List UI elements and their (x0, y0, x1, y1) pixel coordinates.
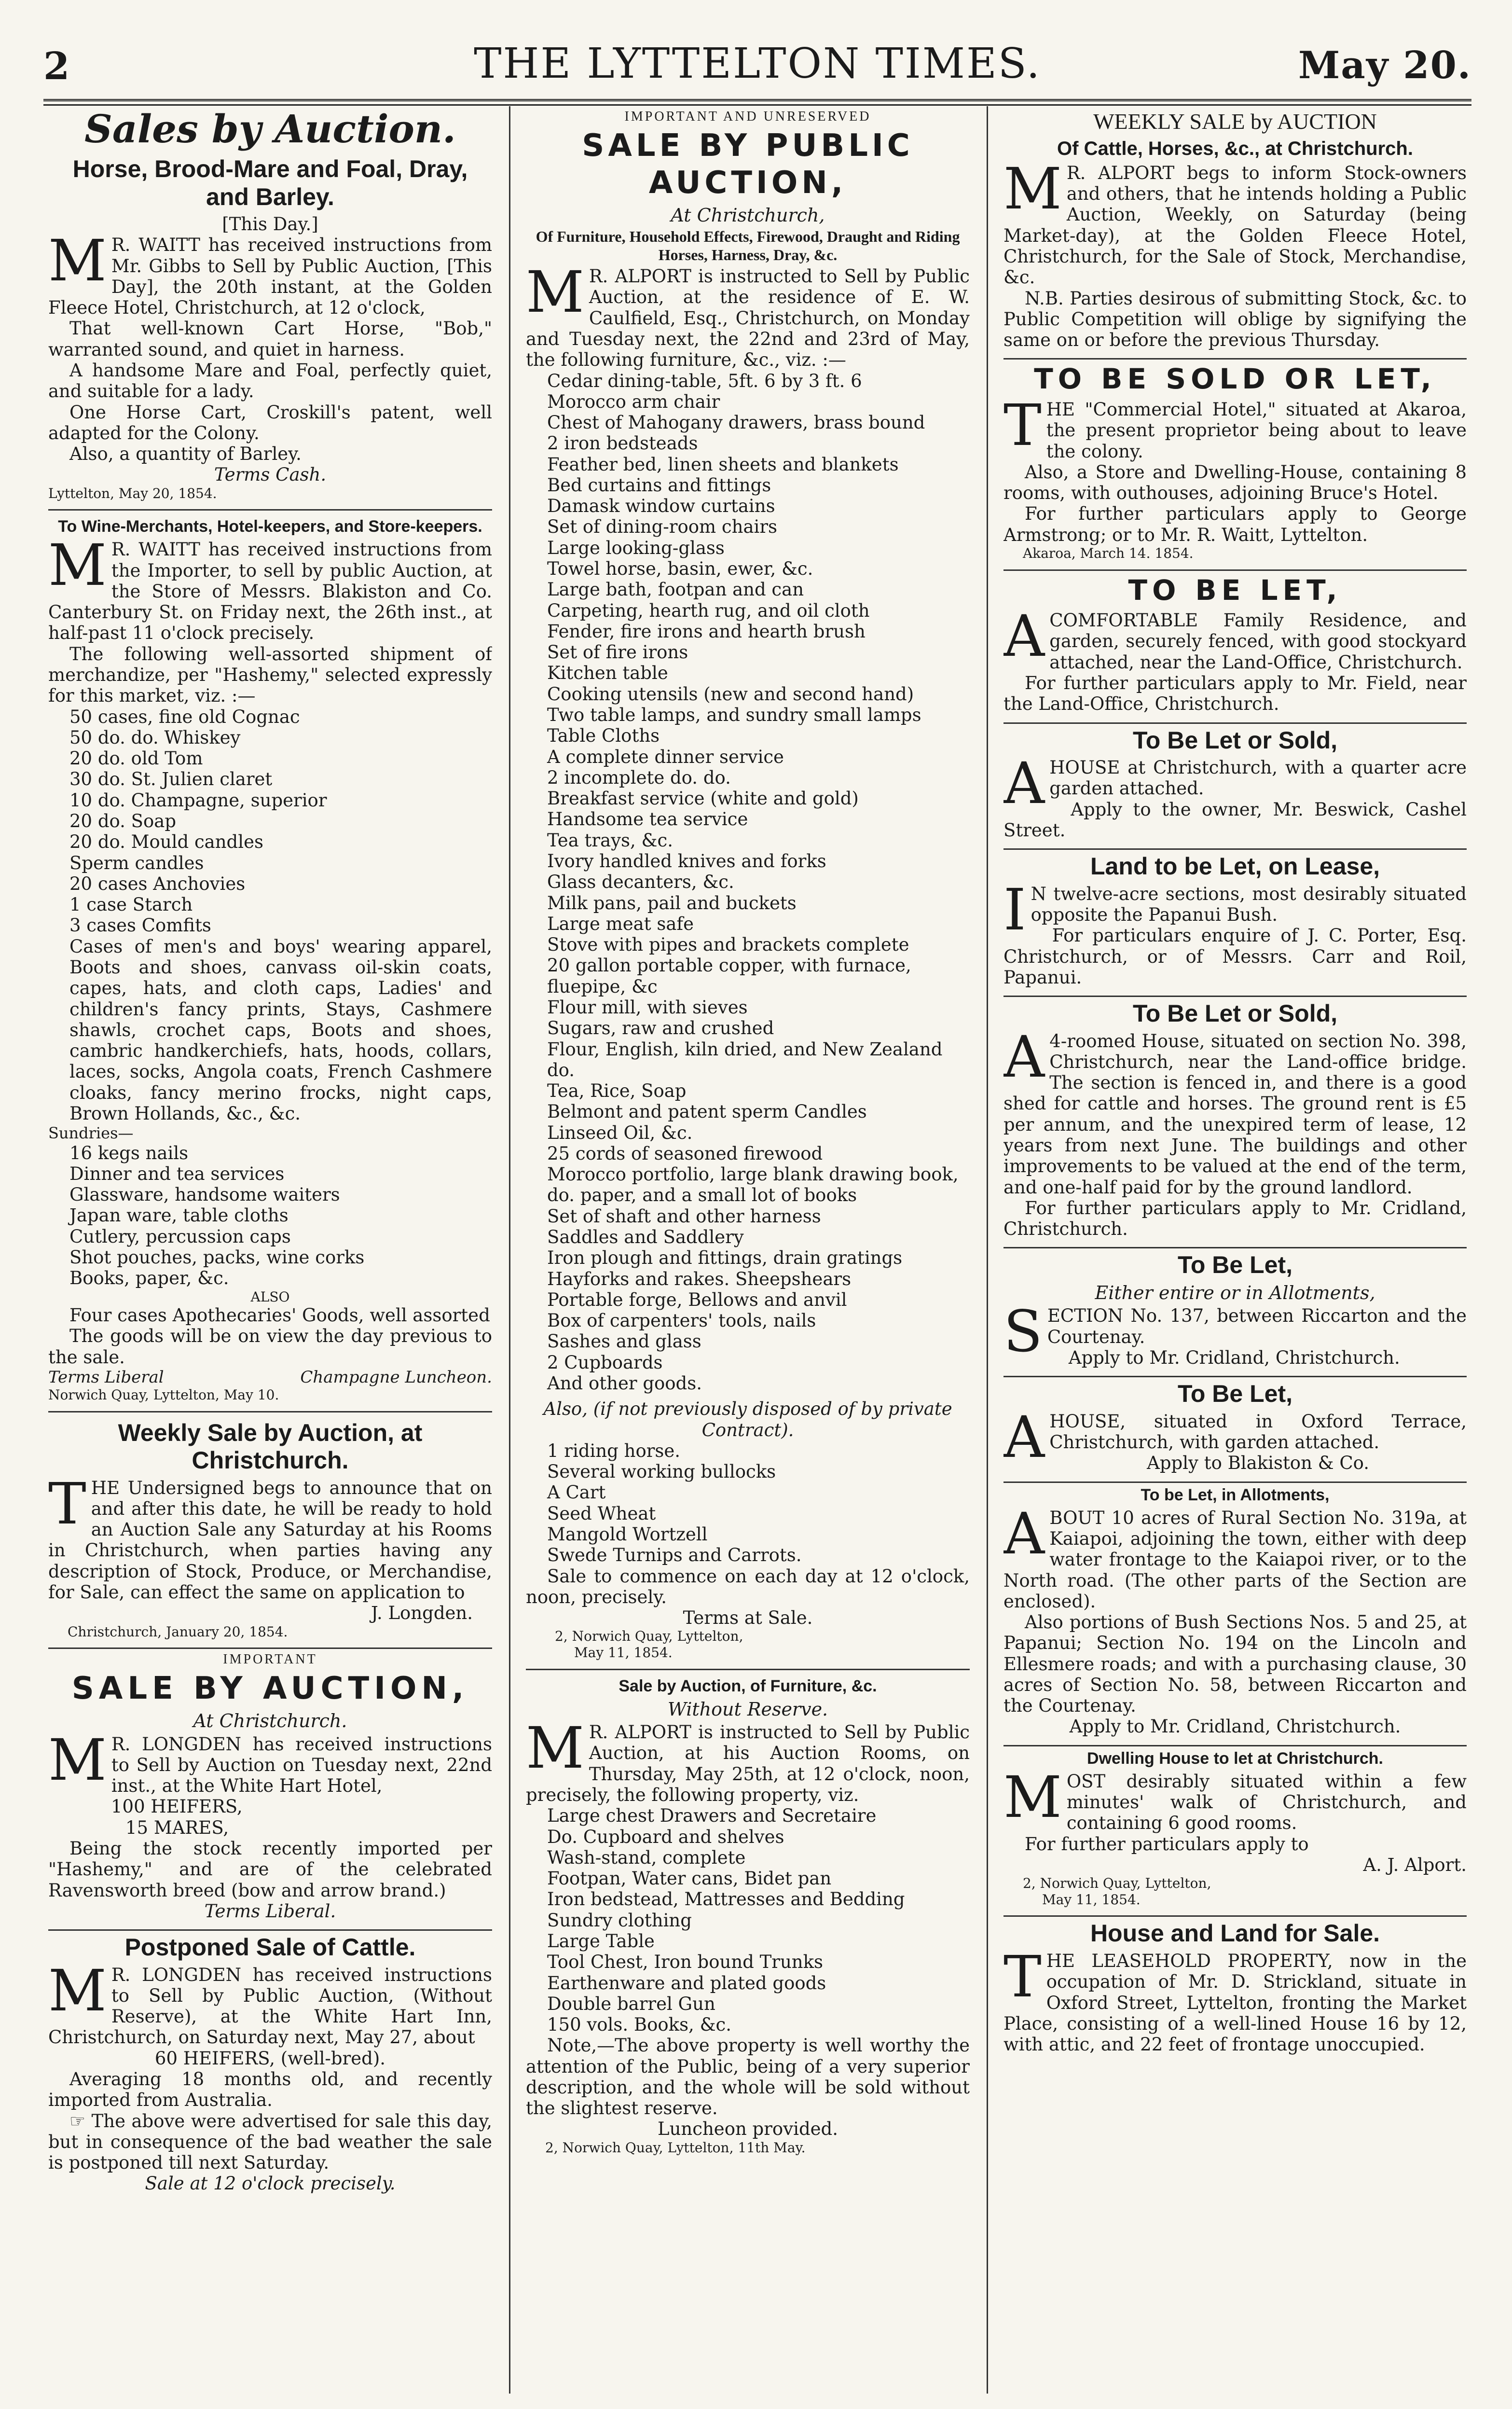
list-item: 25 cords of seasoned firewood (547, 1143, 823, 1164)
sundries-label: Sundries— (48, 1124, 134, 1143)
list-item: Bed curtains and fittings (547, 474, 771, 496)
advert-wine-merchants (48, 517, 492, 1403)
advert-heading: Horse, Brood-Mare and Foal, Dray, and Barley. (72, 155, 468, 210)
advert-body: AHOUSE at Christchurch, with a quarter acre garden attached. (1003, 750, 1467, 817)
advert-signature: A. J. Alport. (1363, 1854, 1467, 1875)
list-item: Cedar dining-table, 5ft. 6 by 3 ft. 6 (547, 370, 862, 391)
list-item: Morocco portfolio, large blank drawing book, do. paper, and a small lot of books (547, 1164, 959, 1206)
list-item: 20 gallon portable copper, with furnace, fluepipe, &c (547, 955, 911, 997)
advert-heading: To Be Let, (1178, 1380, 1292, 1408)
advert-signature: J. Longden. (371, 1603, 473, 1624)
advert-house-beswick (1003, 727, 1467, 841)
list-item: 20 do. old Tom (69, 748, 203, 769)
list-item: Tea, Rice, Soap (547, 1080, 687, 1102)
advert-subheading: Of Furniture, Household Effects, Firewood, Draught and Riding Horses, Harness, Dray, &c. (536, 228, 960, 263)
advert-body: SECTION No. 137, between Riccarton and the Courtenay. (1003, 1298, 1467, 1365)
list-item: 20 do. Soap (69, 811, 177, 831)
advert-heading: SALE BY PUBLIC AUCTION, (582, 128, 914, 201)
furniture-list (526, 1805, 970, 2035)
advert-body: For further particulars apply to Mr. Cridland, Christchurch. (1003, 1197, 1467, 1240)
advert-footer: May 11, 1854. (1042, 1891, 1141, 1908)
pointing-hand-icon: ☞ (69, 2110, 92, 2132)
list-item: Damask window curtains (547, 496, 775, 517)
advert-terms: Sale at 12 o'clock precisely. (145, 2173, 396, 2194)
advert-body: AHOUSE, situated in Oxford Terrace, Christchurch, with garden attached. (1003, 1403, 1467, 1470)
list-item: Swede Turnips and Carrots. (547, 1545, 802, 1566)
list-item: Double barrel Gun (547, 1993, 715, 2014)
list-item: Mangold Wortzell (547, 1523, 708, 1545)
advert-heading: House and Land for Sale. (1090, 1920, 1380, 1947)
list-item: A Cart (547, 1482, 606, 1503)
advert-subheading: Either entire or in Allotments, (1095, 1282, 1375, 1303)
list-item: Breakfast service (white and gold) (547, 788, 859, 809)
advert-section-137 (1003, 1251, 1467, 1368)
advert-footer: Lyttelton, May 20, 1854. (48, 485, 217, 501)
list-item: A complete dinner service (547, 746, 784, 767)
list-item: 16 kegs nails (69, 1142, 189, 1163)
list-item: 50 cases, fine old Cognac (69, 706, 300, 727)
column-3 (1003, 106, 1467, 2394)
advert-divider (1003, 1247, 1467, 1248)
advert-item: 15 MARES, (125, 1817, 229, 1838)
list-item: Large bath, footpan and can (547, 579, 804, 600)
advert-body: For further particulars apply to Mr. Field, near the Land-Office, Christchurch. (1003, 673, 1467, 715)
list-item: Chest of Mahogany drawers, brass bound (547, 412, 925, 433)
advert-dwelling-house (1003, 1749, 1467, 1908)
list-item: Stove with pipes and brackets complete (547, 934, 909, 955)
advert-body: MR. ALPORT begs to inform Stock-owners and others, that he intends holding a Public Auction, Weekly, on Saturday (being Market-day), at the Golden Fleece Hotel, Christchurch, for the Sale of Stock, Merchandise, &c. (1003, 155, 1467, 288)
list-item: 2 Cupboards (547, 1352, 663, 1373)
advert-also: ALSO (250, 1288, 290, 1305)
advert-body: ACOMFORTABLE Family Residence, and garden, securely fenced, with good stockyard attached, near the Land-Office, Christchurch. (1003, 603, 1467, 673)
advert-heading: To Be Let or Sold, (1132, 1000, 1338, 1027)
advert-heading: TO BE SOLD OR LET, (1034, 362, 1436, 396)
newspaper-title: THE LYTTELTON TIMES. (474, 40, 1041, 88)
advert-body: MOST desirably situated within a few minutes' walk of Christchurch, and containing 6 good rooms. (1003, 1763, 1467, 1834)
list-item: 1 case Starch (69, 894, 193, 915)
list-item: Belmont and patent sperm Candles (547, 1101, 867, 1122)
list-item: Books, paper, &c. (69, 1268, 229, 1289)
advert-heading: Sale by Auction, of Furniture, &c. (619, 1676, 877, 1695)
advert-body: Apply to the owner, Mr. Beswick, Cashel Street. (1003, 799, 1467, 841)
list-item: Fender, fire irons and hearth brush (547, 621, 866, 642)
advert-body: Sale to commence on each day at 12 o'clock, noon, precisely. (526, 1565, 970, 1607)
advert-heading: To Be Let, (1178, 1251, 1292, 1279)
advert-footer: 2, Norwich Quay, Lyttelton, (1023, 1875, 1211, 1892)
advert-heading: To be Let, in Allotments, (1141, 1485, 1330, 1504)
advert-body: Also, a Store and Dwelling-House, containing 8 rooms, with outhouses, adjoining Bruce's Hotel. (1003, 461, 1467, 504)
advert-heading: Of Cattle, Horses, &c., at Christchurch. (1057, 138, 1413, 159)
list-item: Sashes and glass (547, 1331, 701, 1352)
advert-family-residence (1003, 574, 1467, 715)
issue-date: May 20. (1298, 43, 1471, 87)
advert-kicker: IMPORTANT (223, 1652, 317, 1667)
advert-heading: TO BE LET, (1128, 573, 1342, 607)
column-divider (987, 106, 988, 2394)
advert-heading: Weekly Sale by Auction, at Christchurch. (118, 1419, 423, 1474)
list-item: Sperm candles (69, 852, 204, 873)
advert-subheading: At Christchurch. (193, 1710, 347, 1732)
list-item: Iron bedstead, Mattresses and Bedding (547, 1889, 905, 1910)
advert-heading: Land to be Let, on Lease, (1090, 853, 1380, 880)
list-item: Cutlery, percussion caps (69, 1226, 291, 1247)
list-item: And other goods. (547, 1373, 702, 1394)
advert-terms: Terms Liberal. (204, 1900, 336, 1922)
advert-divider (1003, 722, 1467, 724)
advert-body: Averaging 18 months old, and recently imported from Australia. (48, 2069, 492, 2111)
list-item: Carpeting, hearth rug, and oil cloth (547, 600, 870, 621)
advert-oxford-terrace-house (1003, 1380, 1467, 1473)
list-item: Cooking utensils (new and second hand) (547, 683, 914, 705)
list-item: Table Cloths (547, 725, 660, 747)
list-item: Portable forge, Bellows and anvil (547, 1289, 847, 1310)
advert-body: MR. ALPORT is instructed to Sell by Public Auction, at the residence of E. W. Caulfield, Esq., Christchurch, on Monday and Tuesday next, the 22nd and 23rd of May, the following furniture, &c., viz. :— (526, 259, 970, 371)
advert-terms: Terms Cash. (214, 464, 327, 485)
advert-divider (1003, 1915, 1467, 1917)
list-item: Tea trays, &c. (547, 830, 673, 851)
advert-body: MR. ALPORT is instructed to Sell by Public Auction, at his Auction Rooms, on Thursday, May 25th, at 12 o'clock, noon, precisely, the following property, viz. (526, 1715, 970, 1805)
advert-land-lease (1003, 853, 1467, 988)
advert-item: 60 HEIFERS, (well-bred). (154, 2048, 386, 2069)
advert-note: N.B. Parties desirous of submitting Stock, &c. to Public Competition will oblige by signifying the same on or before the previous Thursday. (1003, 288, 1467, 351)
advert-heading: WEEKLY SALE by AUCTION (1093, 109, 1377, 134)
advert-divider (48, 1929, 492, 1931)
list-item: 3 cases Comfits (69, 915, 211, 936)
advert-body: A4-roomed House, situated on section No. 398, Christchurch, near the Land-office bridge. The section is fenced in, and there is a good shed for cattle and horses. The ground rent is £5 per annum, and the unexpired term of lease, 12 years from next June. The buildings and other improvements to be valued at the end of the term, and one-half paid for by the ground landlord. (1003, 1023, 1467, 1198)
advert-body: Also portions of Bush Sections Nos. 5 and 25, at Papanui; Section No. 194 on the Lincoln and Ellesmere roads; and with a purchasing clause, 30 acres of Section No. 58, between Riccarton and the Courtenay. (1003, 1612, 1467, 1717)
list-item: Handsome tea service (547, 809, 748, 830)
list-item: Do. Cupboard and shelves (547, 1826, 784, 1847)
list-item: Sundry clothing (547, 1910, 692, 1931)
list-item: Morocco arm chair (547, 391, 720, 412)
advert-heading: To Be Let or Sold, (1132, 726, 1338, 754)
list-item: 1 riding horse. (547, 1440, 681, 1461)
advert-body: MR. LONGDEN has received instructions to Sell by Auction on Tuesday next, 22nd inst., at the White Hart Hotel, (48, 1726, 492, 1797)
list-item: Glass decanters, &c. (547, 872, 734, 893)
column-2 (526, 106, 970, 2394)
advert-body: Being the stock recently imported per "Hashemy," and are of the celebrated Ravensworth breed (bow and arrow brand.) (48, 1838, 492, 1901)
sundries-list (48, 1143, 492, 1289)
advert-caulfield-sale (526, 109, 970, 1661)
list-item: Large Table (547, 1930, 655, 1952)
advert-body: THE "Commercial Hotel," situated at Akaroa, the present proprietor being about to leave the colony. (1003, 392, 1467, 462)
advert-four-roomed-house (1003, 1000, 1467, 1239)
advert-divider (1003, 1481, 1467, 1483)
list-item: Seed Wheat (547, 1503, 656, 1524)
advert-divider (48, 1411, 492, 1412)
advert-footer: 2, Norwich Quay, Lyttelton, 11th May. (545, 2139, 806, 2156)
advert-divider (1003, 996, 1467, 997)
column-divider (509, 106, 510, 2394)
advert-body: THE Undersigned begs to announce that on and after this date, he will be ready to hold an Auction Sale any Saturday at his Rooms in Christchurch, when parties having any description of Stock, Produce, or Merchandise, for Sale, can effect the same on application to (48, 1470, 492, 1603)
advert-footer: May 11, 1854. (574, 1644, 673, 1661)
masthead (43, 40, 1471, 97)
advert-commercial-hotel (1003, 362, 1467, 561)
list-item: Flour mill, with sieves (547, 997, 748, 1018)
list-item: Milk pans, pail and buckets (547, 892, 797, 914)
advert-body: ABOUT 10 acres of Rural Section No. 319a, at Kaiapoi, adjoining the town, either with deep water frontage to the Kaiapoi river, or to the North road. (The other parts of the Section are enclosed). (1003, 1500, 1467, 1612)
advert-body: The following well-assorted shipment of merchandize, per "Hashemy," selected expressly for this market, viz. :— (48, 643, 492, 706)
list-item: Japan ware, table cloths (69, 1205, 289, 1226)
list-item: 2 iron bedsteads (547, 433, 698, 454)
list-item: Kitchen table (547, 663, 668, 684)
list-item: 30 do. St. Julien claret (69, 769, 273, 790)
advert-body: Four cases Apothecaries' Goods, well assorted (69, 1305, 490, 1326)
advert-weekly-sale-christchurch (48, 1419, 492, 1640)
advert-body: Apply to Blakiston & Co. (1147, 1453, 1370, 1474)
advert-heading: Postponed Sale of Cattle. (124, 1934, 416, 1961)
advert-body: MR. WAITT has received instructions from the Importer, to sell by public Auction, at the Store of Messrs. Blakiston and Co. Canterbury St. on Friday next, the 26th inst., at half-past 11 o'clock precisely. (48, 532, 492, 644)
list-item: Box of carpenters' tools, nails (547, 1310, 816, 1331)
furniture-list (526, 371, 970, 1394)
list-item: Ivory handled knives and forks (547, 850, 826, 872)
list-item: Iron plough and fittings, drain gratings (547, 1247, 903, 1269)
advert-divider (1003, 848, 1467, 850)
advert-divider (1003, 1745, 1467, 1746)
advert-divider (1003, 569, 1467, 571)
advert-house-and-land (1003, 1920, 1467, 2055)
list-item: Two table lamps, and sundry small lamps (547, 705, 921, 726)
advert-terms-row (48, 1368, 492, 1387)
list-item: Sugars, raw and crushed (547, 1018, 774, 1039)
column-1 (48, 106, 492, 2394)
list-item: Shot pouches, packs, wine corks (69, 1247, 365, 1268)
page-number: 2 (43, 44, 70, 88)
advert-body: MR. LONGDEN has received instructions to Sell by Public Auction, (Without Reserve), at the White Hart Inn, Christchurch, on Saturday next, May 27, about (48, 1957, 492, 2048)
list-item: 20 cases Anchovies (69, 873, 246, 894)
advert-body: For particulars enquire of J. C. Porter, Esq. Christchurch, or of Messrs. Carr and Roil, Papanui. (1003, 925, 1467, 988)
advert-footer: Norwich Quay, Lyttelton, May 10. (48, 1387, 279, 1403)
advert-horse-sale (48, 155, 492, 501)
list-item: Large chest Drawers and Secretaire (547, 1805, 877, 1827)
list-item: Large meat safe (547, 913, 694, 934)
advert-footer: Akaroa, March 14. 1854. (1023, 545, 1194, 561)
list-item: Saddles and Saddlery (547, 1227, 744, 1248)
advert-luncheon: Luncheon provided. (658, 2118, 838, 2140)
list-item: Large looking-glass (547, 537, 725, 558)
advert-body: One Horse Cart, Croskill's patent, well adapted for the Colony. (48, 402, 492, 443)
advert-divider (1003, 358, 1467, 360)
list-item: 50 do. do. Whiskey (69, 727, 241, 748)
list-item: 150 vols. Books, &c. (547, 2014, 731, 2035)
advert-body: THE LEASEHOLD PROPERTY, now in the occupation of Mr. D. Strickland, situate in Oxford Street, Lyttelton, fronting the Market Place, consisting of a well-lined House 16 by 12, with attic, and 22 feet of frontage unoccupied. (1003, 1943, 1467, 2055)
advert-item: 100 HEIFERS, (111, 1796, 243, 1817)
advert-body: IN twelve-acre sections, most desirably situated opposite the Papanui Bush. (1003, 876, 1467, 943)
advert-body: ☞ The above were advertised for sale this day, but in consequence of the bad weather the sale is postponed till next Saturday. (48, 2110, 492, 2174)
advert-note: Note,—The above property is well worthy the attention of the Public, being of a very superior description, and the whole will be sold without the slightest reserve. (526, 2035, 970, 2119)
advert-footer: 2, Norwich Quay, Lyttelton, (555, 1628, 743, 1645)
list-item: Set of fire irons (547, 642, 688, 663)
list-item: 10 do. Champagne, superior (69, 789, 327, 811)
advert-body: Apply to Mr. Cridland, Christchurch. (1068, 1347, 1400, 1368)
advert-terms: Terms at Sale. (683, 1607, 813, 1629)
advert-divider (526, 1669, 970, 1670)
livestock-list (526, 1440, 970, 1566)
list-item: Wash-stand, complete (547, 1847, 746, 1868)
merchandise-list (48, 706, 492, 936)
advert-also: Also, (if not previously disposed of by private Contract). (543, 1398, 952, 1440)
list-item: Dinner and tea services (69, 1163, 285, 1184)
list-item: Hayforks and rakes. Sheepshears (547, 1268, 852, 1289)
list-item: Flour, English, kiln dried, and New Zealand do. (547, 1038, 943, 1080)
advert-divider (48, 1648, 492, 1649)
list-item: Footpan, Water cans, Bidet pan (547, 1868, 832, 1889)
advert-footer: Christchurch, January 20, 1854. (68, 1623, 288, 1640)
list-item: Feather bed, linen sheets and blankets (547, 454, 899, 475)
list-item: Set of shaft and other harness (547, 1205, 821, 1227)
advert-postponed-cattle (48, 1934, 492, 2194)
advert-heading: To Wine-Merchants, Hotel-keepers, and Store-keepers. (58, 517, 482, 536)
advert-dateline: [This Day.] (222, 214, 318, 235)
advert-longden-heifers (48, 1652, 492, 1922)
list-item: Tool Chest, Iron bound Trunks (547, 1952, 824, 1973)
advert-body: That well-known Cart Horse, "Bob," warranted sound, and quiet in harness. (48, 318, 492, 360)
list-item: Earthenware and plated goods (547, 1972, 826, 1994)
advert-heading: Dwelling House to let at Christchurch. (1087, 1749, 1383, 1768)
advert-kicker: IMPORTANT AND UNRESERVED (624, 109, 871, 124)
advert-note: Champagne Luncheon. (300, 1368, 492, 1387)
list-item: Several working bullocks (547, 1461, 776, 1482)
advert-body: Cases of men's and boys' wearing apparel, Boots and shoes, canvass oil-skin coats, capes, hats, and cloth caps, Ladies' and children's fancy prints, Stays, Cashmere shawls, crochet caps, Boots and shoes, cambric handkerchiefs, hats, hoods, collars, laces, socks, Angola coats, French Cashmere cloaks, fancy merino frocks, night caps, Brown Hollands, &c., &c. (69, 936, 492, 1124)
list-item: Towel horse, basin, ewer, &c. (547, 558, 813, 580)
advert-body: A handsome Mare and Foal, perfectly quiet, and suitable for a lady. (48, 360, 492, 402)
advert-kaiapoi-allotments (1003, 1486, 1467, 1737)
list-item: 20 do. Mould candles (69, 831, 263, 853)
advert-subheading: At Christchurch, (671, 204, 825, 226)
advert-body: For further particulars apply to (1025, 1833, 1309, 1855)
advert-divider (48, 509, 492, 511)
advert-body: For further particulars apply to George Armstrong; or to Mr. R. Waitt, Lyttelton. (1003, 503, 1467, 545)
advert-furniture-sale (526, 1677, 970, 2156)
advert-body: Apply to Mr. Cridland, Christchurch. (1069, 1716, 1401, 1737)
masthead-rule (43, 99, 1471, 106)
advert-body: The goods will be on view the day previous to the sale. (48, 1326, 492, 1368)
list-item: 2 incomplete do. do. (547, 767, 731, 788)
advert-weekly-cattle-sale (1003, 109, 1467, 350)
section-title: Sales by Auction. (84, 106, 456, 152)
advert-terms: Terms Liberal (48, 1368, 164, 1387)
list-item: Glassware, handsome waiters (69, 1184, 340, 1205)
list-item: Linseed Oil, &c. (547, 1122, 693, 1143)
advert-body: MR. WAITT has received instructions from Mr. Gibbs to Sell by Public Auction, [This Day], the 20th instant, at the Golden Fleece Hotel, Christchurch, at 12 o'clock, (48, 227, 492, 318)
advert-subheading: Without Reserve. (667, 1698, 828, 1720)
advert-divider (1003, 1376, 1467, 1377)
advert-body: Also, a quantity of Barley. (69, 443, 302, 465)
advert-heading: SALE BY AUCTION, (71, 1671, 469, 1707)
list-item: Set of dining-room chairs (547, 516, 778, 538)
